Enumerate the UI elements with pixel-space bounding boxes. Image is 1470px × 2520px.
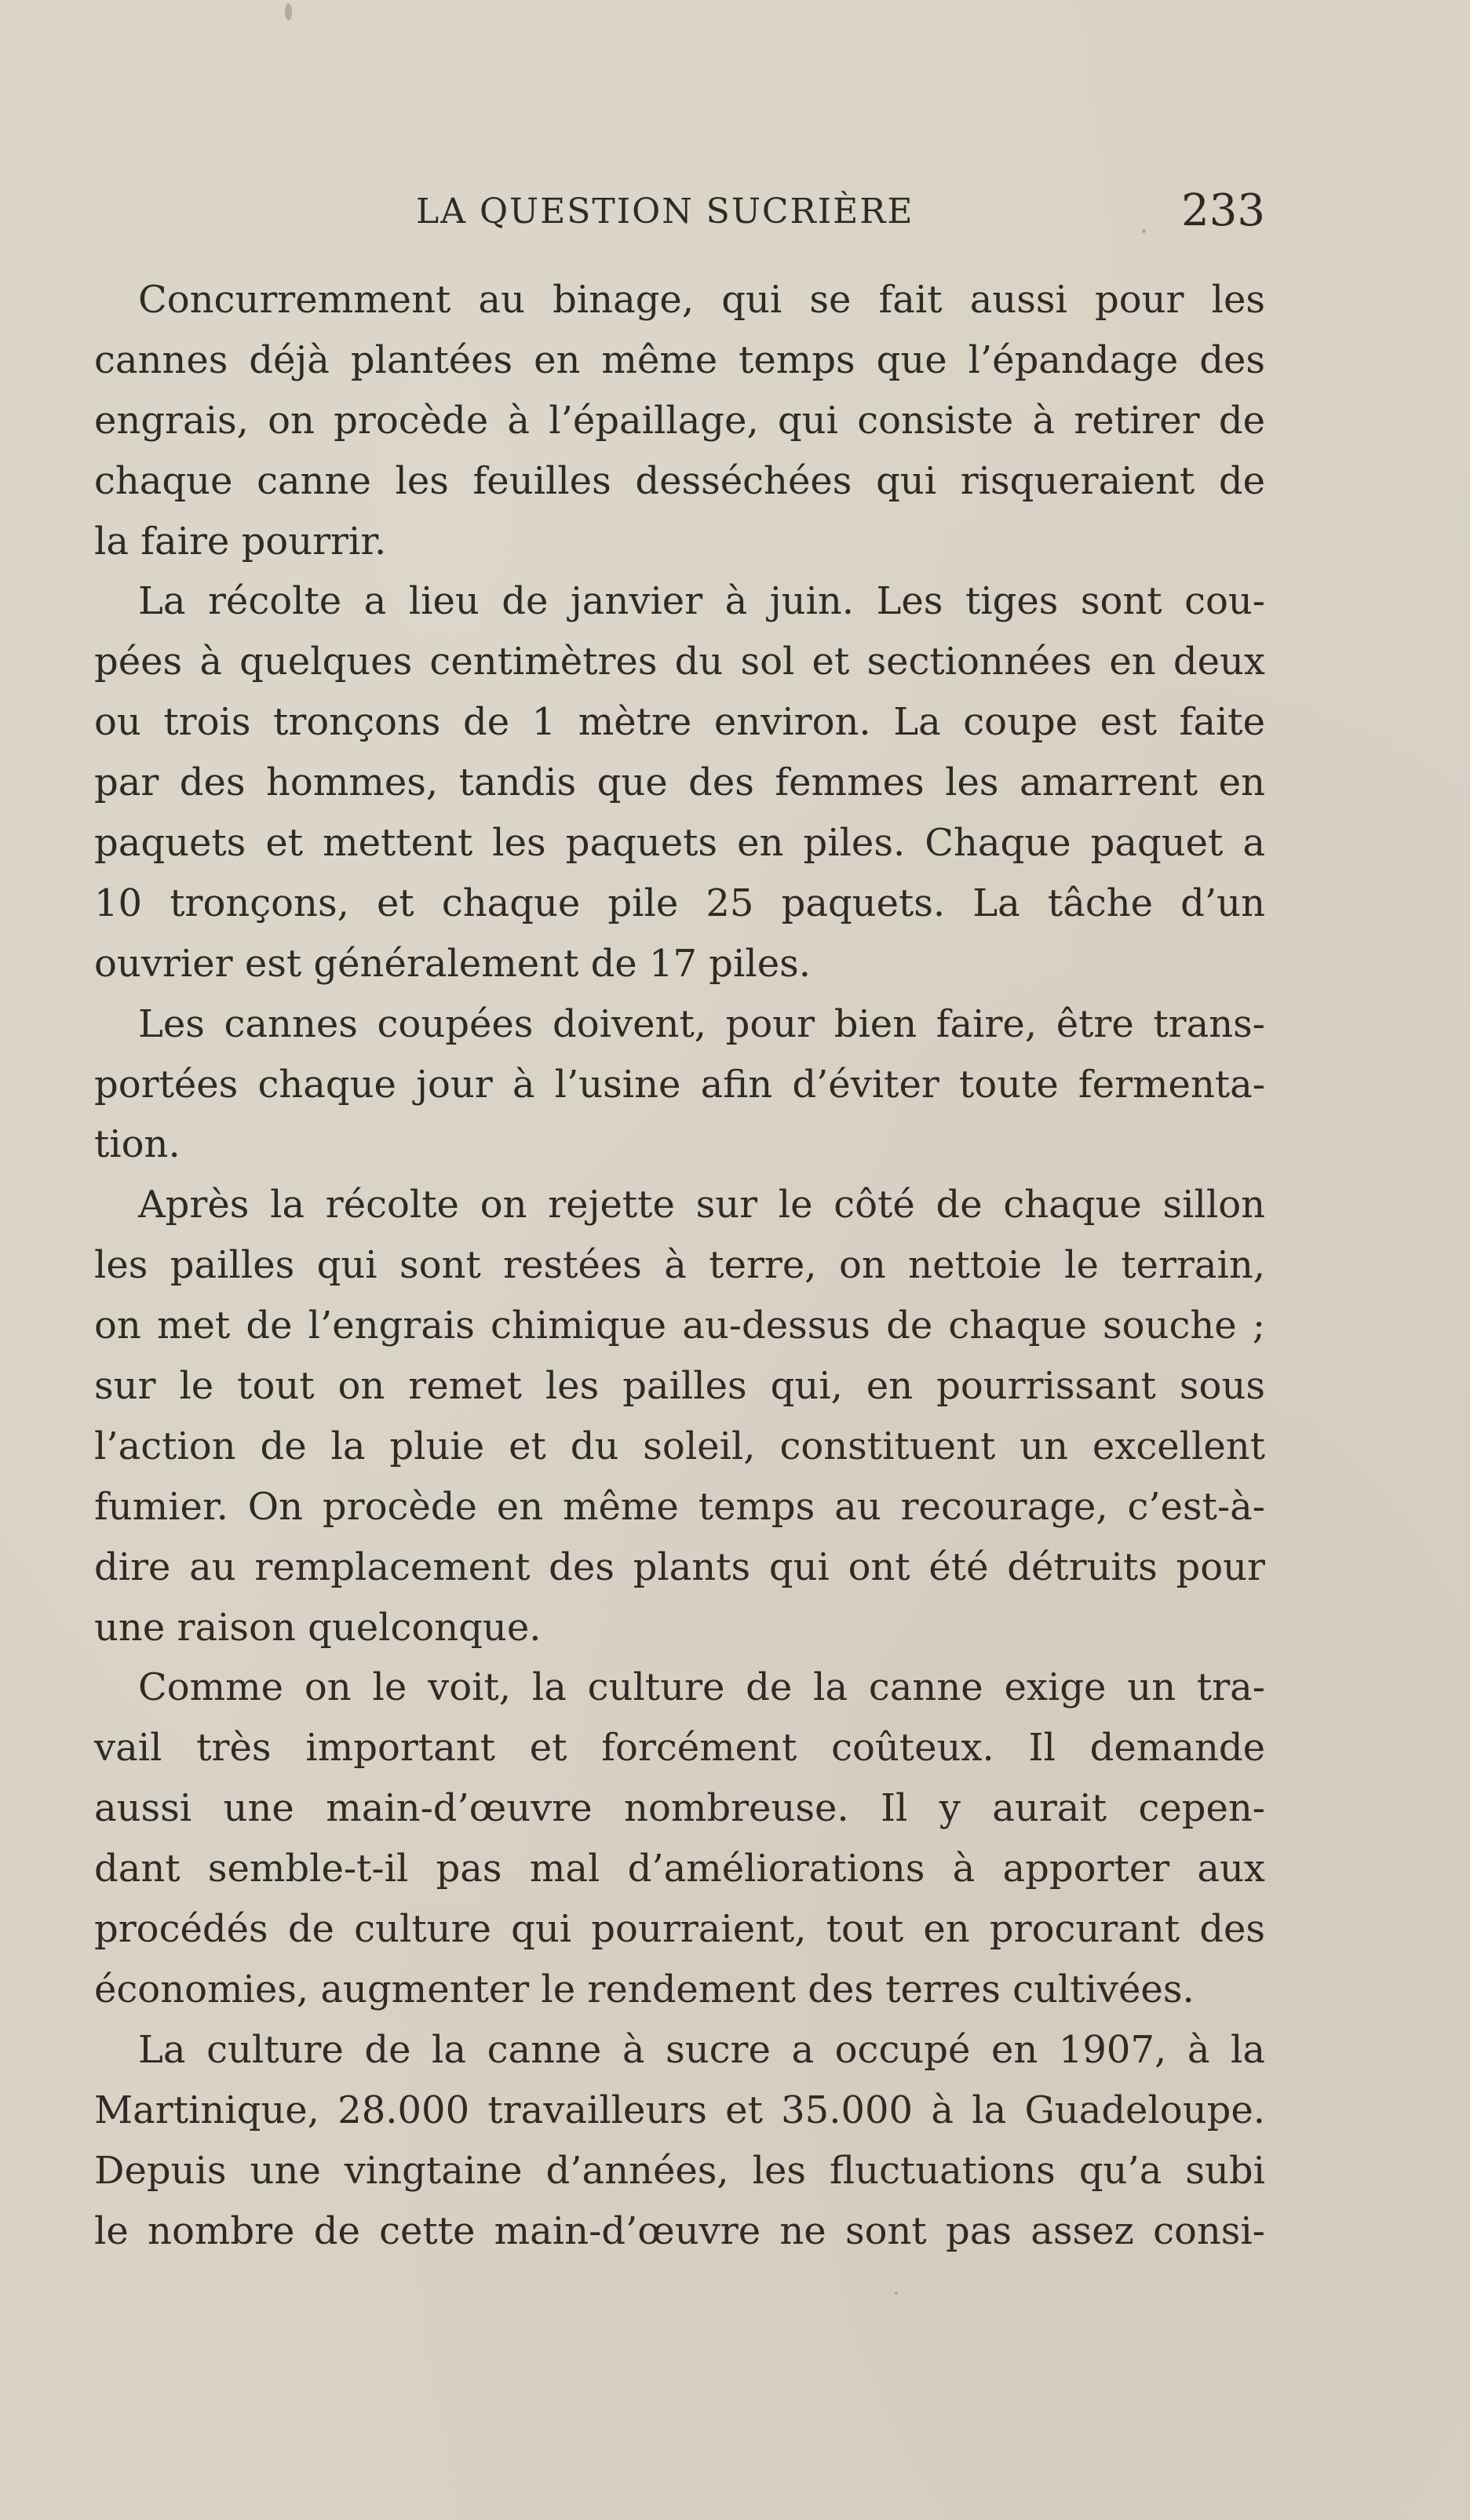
- text-line: ou trois tronçons de 1 mètre environ. La coupe est faite: [94, 700, 1265, 745]
- text-line: Comme on le voit, la culture de la canne exige un tra-: [138, 1665, 1265, 1710]
- page-number: 233: [1181, 185, 1265, 236]
- ink-speck: [895, 2292, 898, 2295]
- text-line: procédés de culture qui pourraient, tout en procurant des: [94, 1907, 1265, 1952]
- text-line: paquets et mettent les paquets en piles. Chaque paquet a: [94, 821, 1265, 866]
- paragraph: [94, 1658, 1265, 2019]
- ink-speck: [285, 3, 292, 20]
- text-line: tion.: [94, 1122, 181, 1167]
- text-line: Après la récolte on rejette sur le côté de chaque sillon: [138, 1183, 1265, 1227]
- paragraph: [94, 571, 1265, 994]
- text-line: vail très important et forcément coûteux. Il demande: [94, 1726, 1265, 1771]
- text-line: dant semble-t-il pas mal d’améliorations à apporter aux: [94, 1847, 1265, 1891]
- text-line: sur le tout on remet les pailles qui, en pourrissant sous: [94, 1364, 1265, 1409]
- text-line: le nombre de cette main-d’œuvre ne sont pas assez consi-: [94, 2208, 1265, 2253]
- body-text: [94, 270, 1265, 2261]
- text-line: portées chaque jour à l’usine afin d’éviter toute fermenta-: [94, 1062, 1265, 1107]
- text-line: Les cannes coupées doivent, pour bien faire, être trans-: [138, 1001, 1265, 1046]
- text-line: fumier. On procède en même temps au recourage, c’est-à-: [94, 1484, 1265, 1529]
- text-line: 10 tronçons, et chaque pile 25 paquets. La tâche d’un: [94, 881, 1265, 925]
- text-line: Martinique, 28.000 travailleurs et 35.000 à la Guadeloupe.: [94, 2088, 1265, 2132]
- paragraph: [94, 2020, 1265, 2262]
- text-line: par des hommes, tandis que des femmes les amarrent en: [94, 760, 1265, 805]
- text-line: les pailles qui sont restées à terre, on nettoie le terrain,: [94, 1243, 1265, 1288]
- text-line: ouvrier est généralement de 17 piles.: [94, 941, 812, 986]
- text-line: La culture de la canne à sucre a occupé en 1907, à la: [138, 2027, 1265, 2072]
- text-line: économies, augmenter le rendement des terres cultivées.: [94, 1967, 1195, 2011]
- text-line: Concurremment au binage, qui se fait aussi pour les: [138, 278, 1265, 322]
- text-line: engrais, on procède à l’épaillage, qui consiste à retirer de: [94, 398, 1265, 443]
- text-line: cannes déjà plantées en même temps que l’épandage des: [94, 337, 1265, 382]
- text-line: chaque canne les feuilles desséchées qui risqueraient de: [94, 458, 1265, 503]
- paragraph: [94, 994, 1265, 1176]
- paragraph: [94, 270, 1265, 571]
- text-line: une raison quelconque.: [94, 1605, 542, 1650]
- text-line: la faire pourrir.: [94, 519, 387, 563]
- text-line: aussi une main-d’œuvre nombreuse. Il y aurait cepen-: [94, 1786, 1265, 1831]
- paragraph: [94, 1175, 1265, 1658]
- text-line: La récolte a lieu de janvier à juin. Les tiges sont cou-: [138, 579, 1265, 624]
- text-line: dire au remplacement des plants qui ont été détruits pour: [94, 1544, 1265, 1589]
- text-line: l’action de la pluie et du soleil, constituent un excellent: [94, 1424, 1265, 1468]
- running-title: LA QUESTION SUCRIÈRE: [416, 191, 914, 232]
- text-line: Depuis une vingtaine d’années, les fluctuations qu’a subi: [94, 2148, 1265, 2193]
- text-line: on met de l’engrais chimique au-dessus de chaque souche ;: [94, 1304, 1265, 1348]
- page-header: [94, 185, 1265, 245]
- text-line: pées à quelques centimètres du sol et sectionnées en deux: [94, 640, 1265, 684]
